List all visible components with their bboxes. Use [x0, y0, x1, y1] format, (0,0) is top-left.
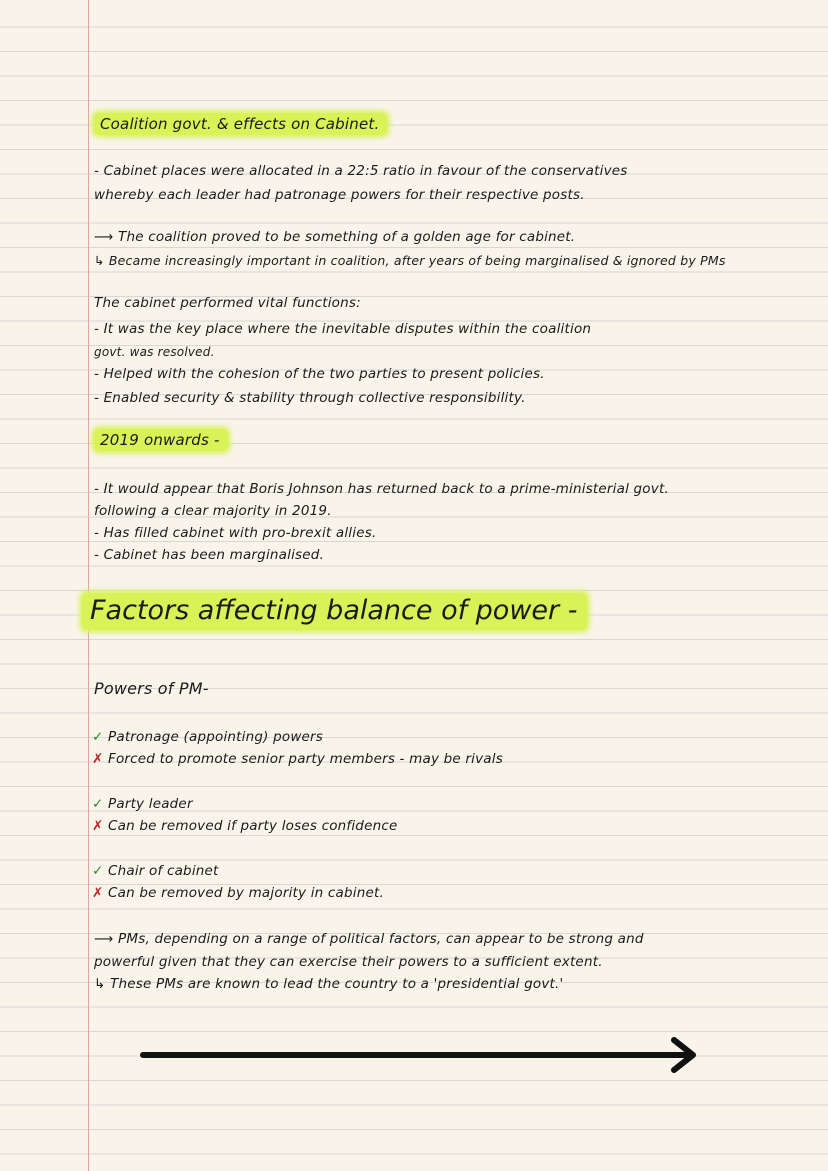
pro-item — [92, 795, 193, 813]
item-text: Can be removed if party loses confidence — [108, 818, 398, 834]
con-item — [92, 817, 397, 835]
conclusion-line: ↳ These PMs are known to lead the country to a 'presidential govt.' — [94, 976, 564, 992]
check-icon: ✓ — [92, 863, 104, 879]
note-line: The cabinet performed vital functions: — [94, 295, 361, 311]
con-item — [92, 750, 503, 768]
item-text: Party leader — [108, 796, 193, 812]
conclusion-line: powerful given that they can exercise their powers to a sufficient extent. — [94, 954, 603, 970]
note-line: following a clear majority in 2019. — [94, 503, 332, 519]
right-arrow-icon — [140, 1035, 702, 1075]
check-icon: ✓ — [92, 729, 104, 745]
note-line: - Has filled cabinet with pro-brexit allies. — [94, 525, 377, 541]
note-line: - Helped with the cohesion of the two parties to present policies. — [94, 366, 545, 382]
con-item — [92, 884, 384, 902]
note-line: - It would appear that Boris Johnson has returned back to a prime-ministerial govt. — [94, 481, 669, 497]
item-text: Chair of cabinet — [108, 863, 219, 879]
note-line: whereby each leader had patronage powers for their respective posts. — [94, 187, 585, 203]
conclusion-line: ⟶ PMs, depending on a range of political factors, can appear to be strong and — [94, 931, 644, 947]
page-margin-line — [88, 0, 89, 1171]
section-heading-2019: 2019 onwards - — [94, 431, 228, 449]
check-icon: ✓ — [92, 796, 104, 812]
pro-item — [92, 862, 219, 880]
item-text: Can be removed by majority in cabinet. — [108, 885, 384, 901]
section-heading-coalition: Coalition govt. & effects on Cabinet. — [94, 115, 387, 133]
note-line: ↳ Became increasingly important in coalition, after years of being marginalised & ignored by PMs — [94, 253, 726, 268]
cross-icon: ✗ — [92, 751, 104, 767]
item-text: Patronage (appointing) powers — [108, 729, 324, 745]
note-line: - Cabinet places were allocated in a 22:5 ratio in favour of the conservatives — [94, 163, 628, 179]
item-text: Forced to promote senior party members - may be rivals — [108, 751, 503, 767]
subheading-powers-of-pm: Powers of PM- — [94, 679, 209, 698]
note-line: - Cabinet has been marginalised. — [94, 547, 325, 563]
note-line: - Enabled security & stability through collective responsibility. — [94, 390, 526, 406]
note-line: ⟶ The coalition proved to be something of a golden age for cabinet. — [94, 229, 576, 245]
section-heading-factors: Factors affecting balance of power - — [82, 593, 587, 629]
note-line: - It was the key place where the inevitable disputes within the coalition — [94, 321, 592, 337]
note-line: govt. was resolved. — [94, 345, 215, 359]
cross-icon: ✗ — [92, 818, 104, 834]
cross-icon: ✗ — [92, 885, 104, 901]
pro-item — [92, 728, 323, 746]
